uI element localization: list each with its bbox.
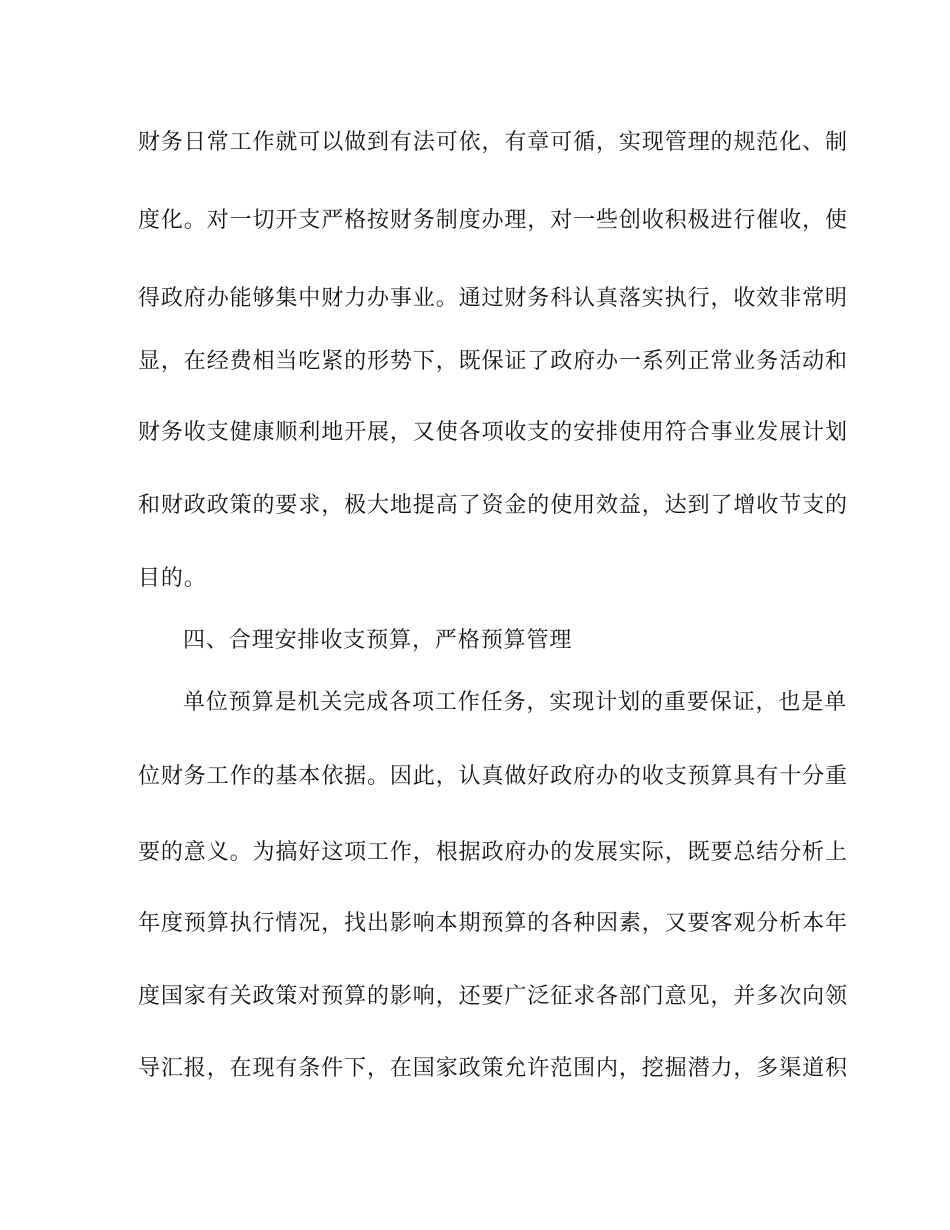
paragraph-1-line-3: 得政府办能够集中财力办事业。通过财务科认真落实执行，收效非常明 [138, 286, 848, 311]
paragraph-1-line-1: 财务日常工作就可以做到有法可依，有章可循，实现管理的规范化、制 [138, 130, 848, 155]
paragraph-1-line-4: 显，在经费相当吃紧的形势下，既保证了政府办一系列正常业务活动和 [138, 349, 848, 374]
paragraph-2-line-1: 单位预算是机关完成各项工作任务，实现计划的重要保证，也是单 [183, 690, 848, 715]
paragraph-2-line-4: 年度预算执行情况，找出影响本期预算的各种因素，又要客观分析本年 [138, 911, 848, 936]
paragraph-2-line-2: 位财务工作的基本依据。因此，认真做好政府办的收支预算具有十分重 [138, 764, 848, 789]
paragraph-1-line-6: 和财政政策的要求，极大地提高了资金的使用效益，达到了增收节支的 [138, 493, 848, 518]
paragraph-1-line-7: 目的。 [138, 566, 207, 591]
paragraph-2-line-5: 度国家有关政策对预算的影响，还要广泛征求各部门意见，并多次向领 [138, 984, 848, 1009]
paragraph-2-line-6: 导汇报，在现有条件下，在国家政策允许范围内，挖掘潜力，多渠道积 [138, 1056, 848, 1081]
paragraph-2-line-3: 要的意义。为搞好这项工作，根据政府办的发展实际，既要总结分析上 [138, 840, 848, 865]
paragraph-1-line-5: 财务收支健康顺利地开展，又使各项收支的安排使用符合事业发展计划 [138, 420, 848, 445]
section-heading: 四、合理安排收支预算，严格预算管理 [183, 628, 573, 653]
paragraph-1-line-2: 度化。对一切开支严格按财务制度办理，对一些创收积极进行催收，使 [138, 208, 848, 233]
